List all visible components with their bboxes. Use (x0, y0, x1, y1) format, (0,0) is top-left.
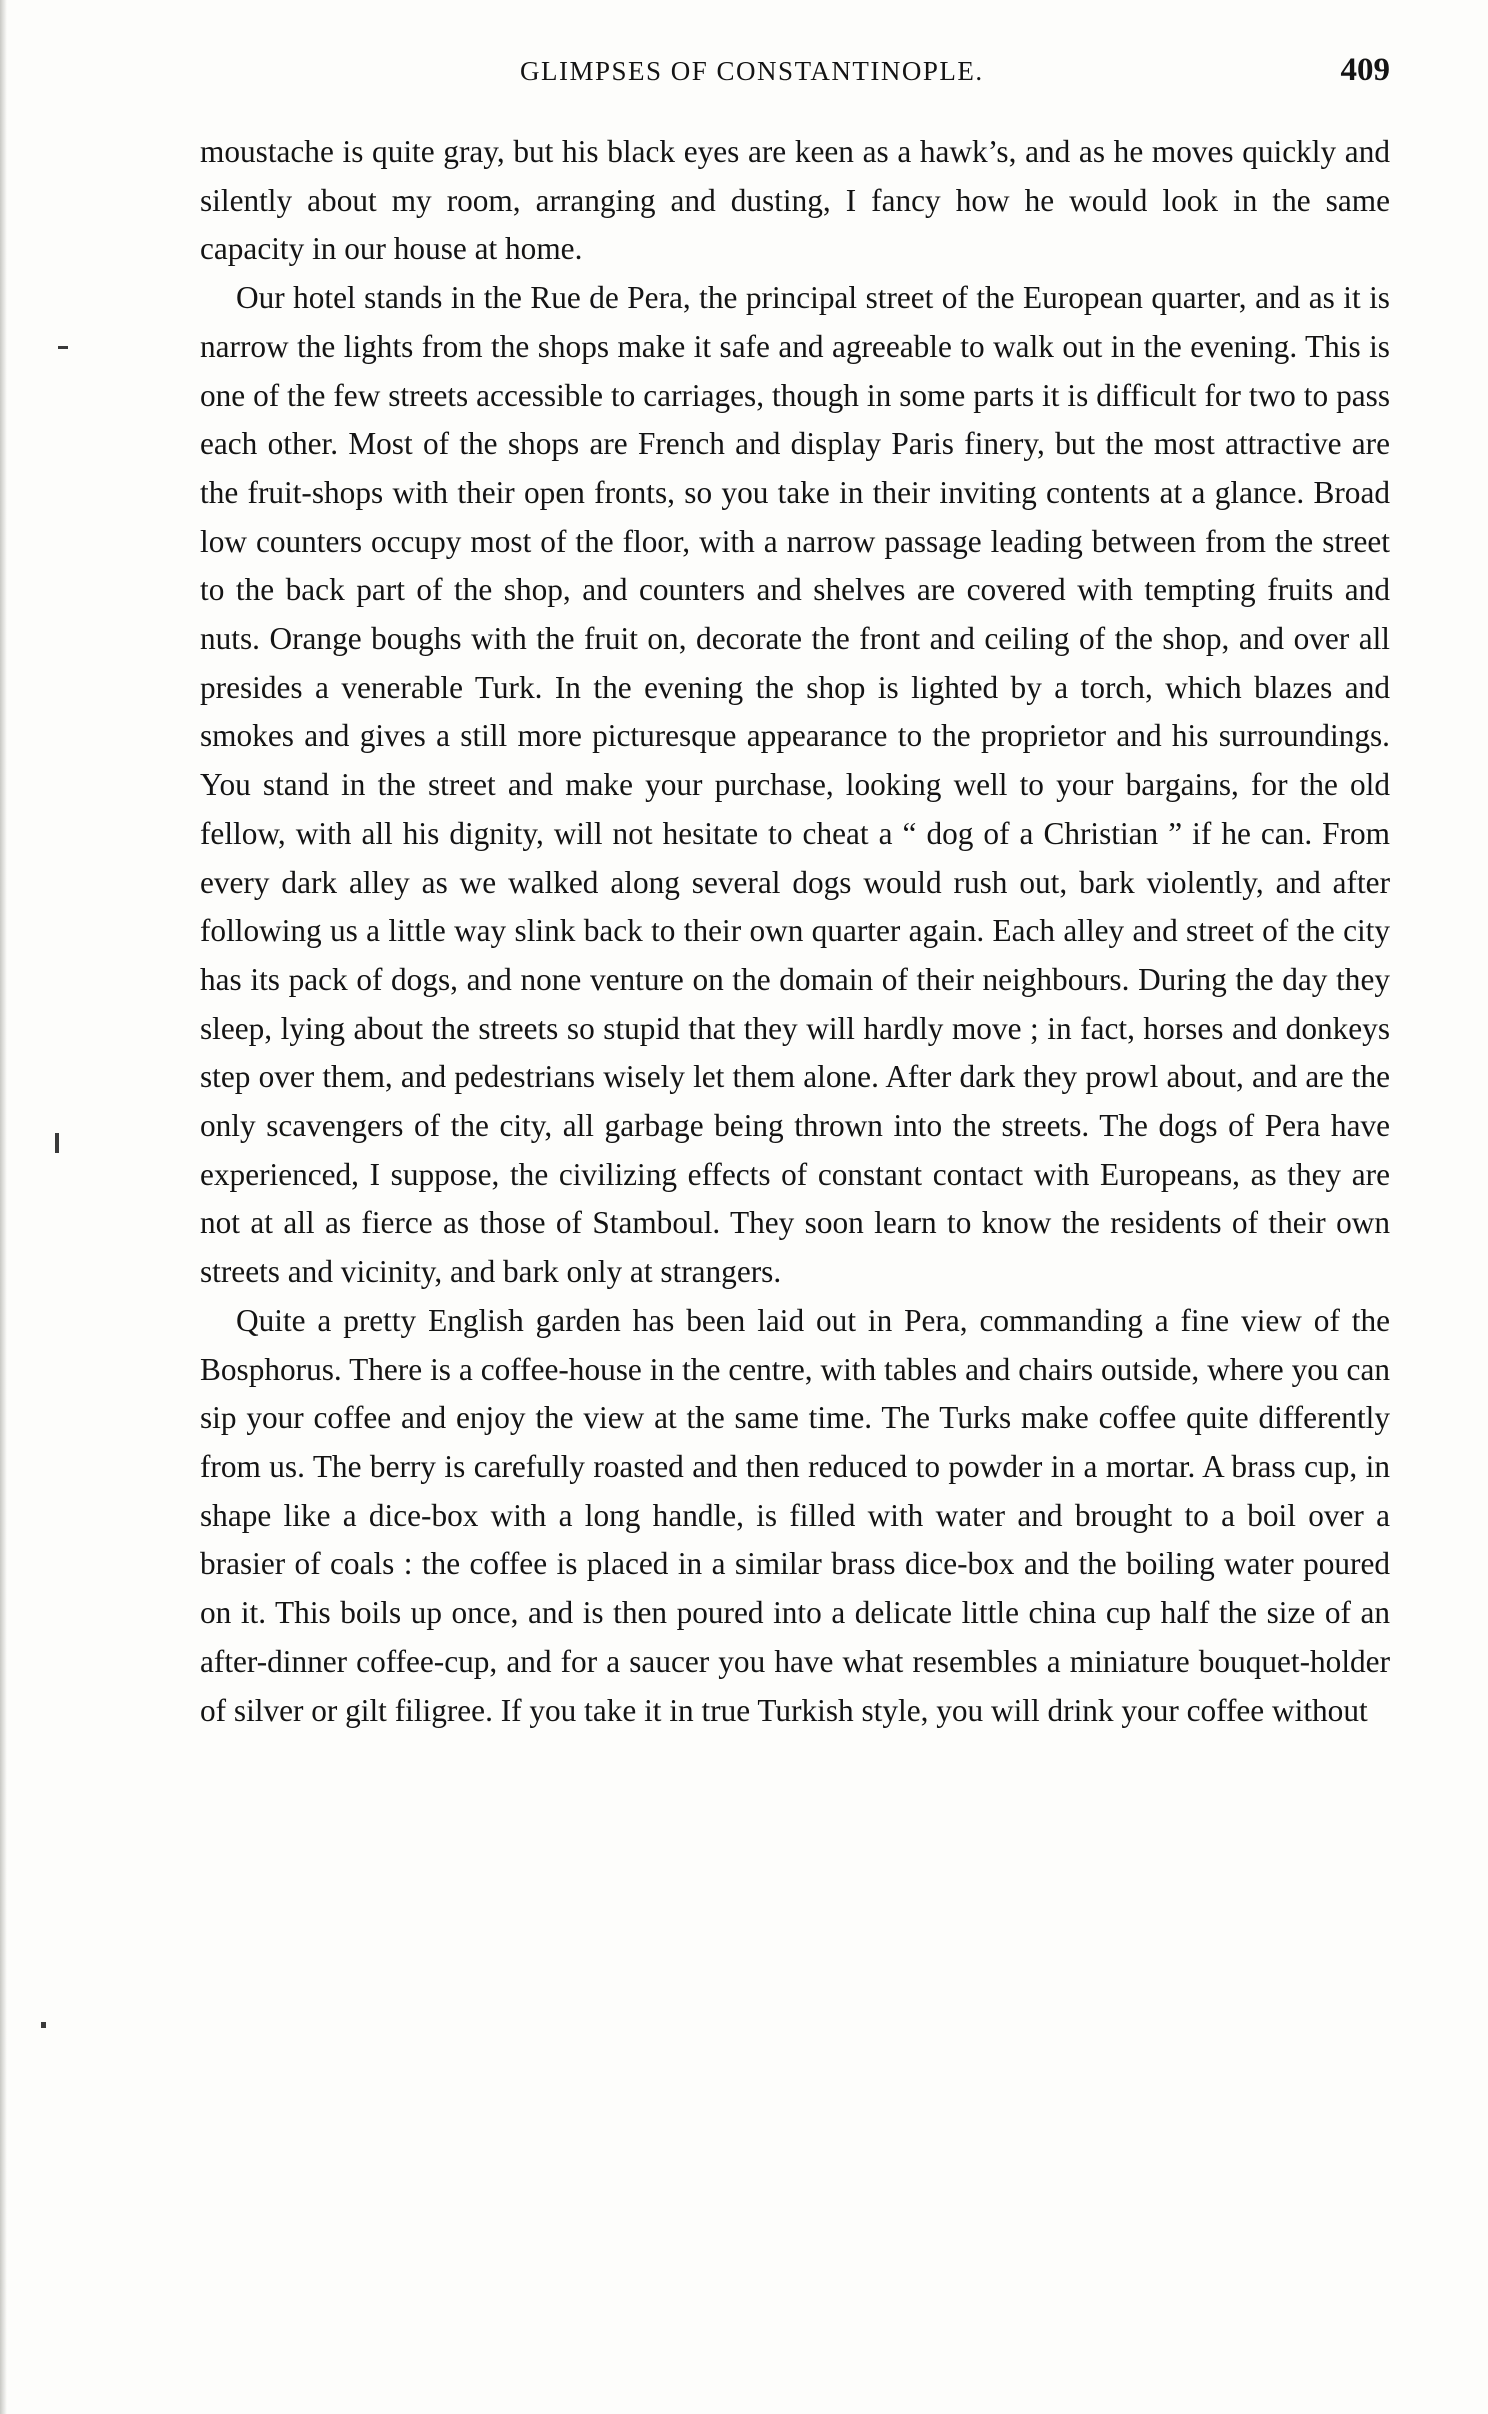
page-number: 409 (1340, 52, 1390, 88)
binding-edge (0, 0, 7, 2414)
body-text (200, 128, 1390, 1735)
margin-speck (55, 1133, 59, 1153)
paragraph-rue-de-pera: Our hotel stands in the Rue de Pera, the principal street of the European quarter, and as it is narrow the lights from the shops make it safe and agreeable to walk out in the evening. This is one of the few streets accessible to carriages, though in some parts it is difficult for two to pass each other. Most of the shops are French and display Paris finery, but the most attractive are the fruit-shops with their open fronts, so you take in their inviting contents at a glance. Broad low counters occupy most of the floor, with a narrow passage leading between from the street to the back part of the shop, and counters and shelves are covered with tempting fruits and nuts. Orange boughs with the fruit on, decorate the front and ceiling of the shop, and over all presides a venerable Turk. In the evening the shop is lighted by a torch, which blazes and smokes and gives a still more picturesque appearance to the proprietor and his surroundings. You stand in the street and make your purchase, looking well to your bargains, for the old fellow, with all his dignity, will not hesitate to cheat a “ dog of a Christian ” if he can. From every dark alley as we walked along several dogs would rush out, bark violently, and after following us a little way slink back to their own quarter again. Each alley and street of the city has its pack of dogs, and none venture on the domain of their neighbours. During the day they sleep, lying about the streets so stupid that they will hardly move ; in fact, horses and donkeys step over them, and pedestrians wisely let them alone. After dark they prowl about, and are the only scavengers of the city, all garbage being thrown into the streets. The dogs of Pera have experienced, I suppose, the civilizing effects of constant contact with Europeans, as they are not at all as fierce as those of Stamboul. They soon learn to know the residents of their own streets and vicinity, and bark only at strangers. (200, 280, 1390, 1290)
running-title: GLIMPSES OF CONSTANTINOPLE. (520, 56, 984, 86)
paragraph-english-garden: Quite a pretty English garden has been laid out in Pera, commanding a fine view of the Bosphorus. There is a coffee-house in the centre, with tables and chairs outside, where you can sip your coffee and enjoy the view at the same time. The Turks make coffee quite differently from us. The berry is carefully roasted and then reduced to powder in a mortar. A brass cup, in shape like a dice-box with a long handle, is filled with water and brought to a boil over a brasier of coals : the coffee is placed in a similar brass dice-box and the boiling water poured on it. This boils up once, and is then poured into a delicate little china cup half the size of an after-dinner coffee-cup, and for a saucer you have what resembles a miniature bouquet-holder of silver or gilt filigree. If you take it in true Turkish style, you will drink your coffee without (200, 1302, 1390, 1728)
margin-speck (58, 346, 68, 349)
margin-speck (41, 2022, 46, 2028)
running-head (200, 52, 1390, 92)
paragraph-continued: moustache is quite gray, but his black eyes are keen as a hawk’s, and as he moves quickly and silently about my room, arranging and dusting, I fancy how he would look in the same capacity in our house at home. (200, 134, 1390, 267)
